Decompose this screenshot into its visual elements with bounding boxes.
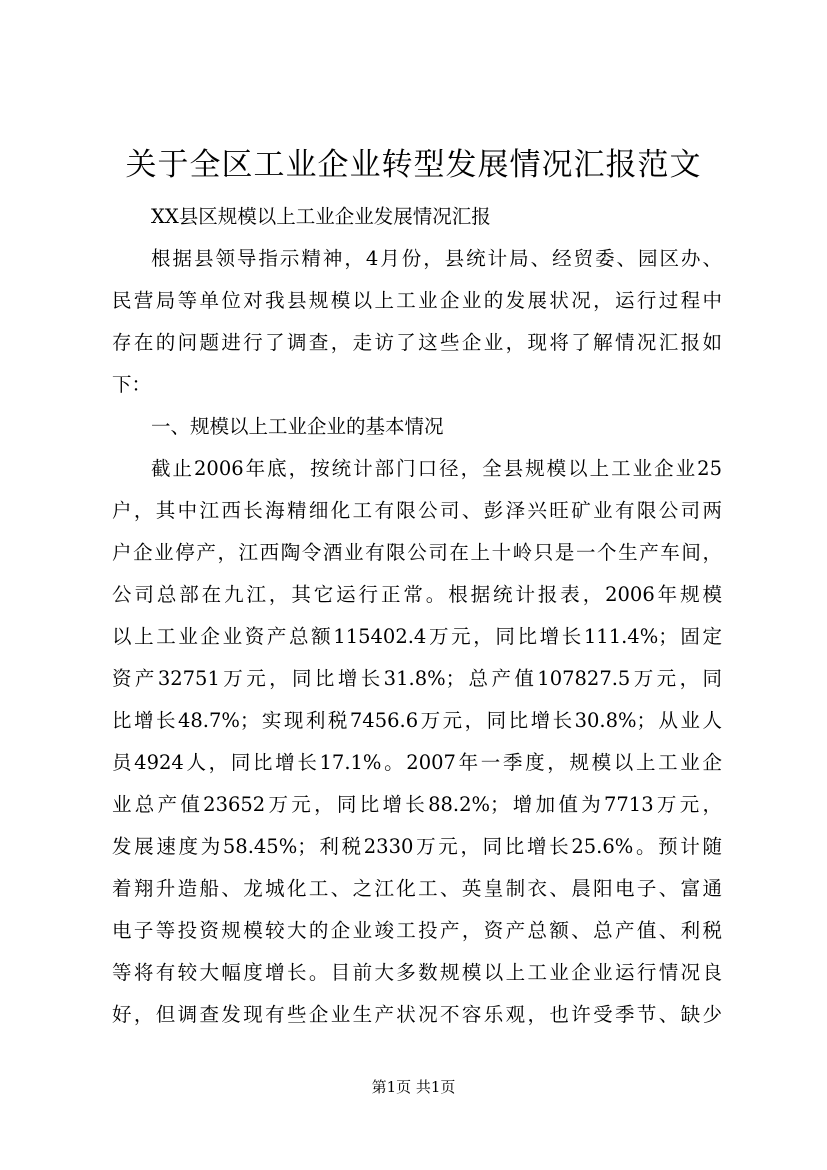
- body-line: 业总产值23652万元，同比增长88.2%；增加值为7713万元，: [112, 793, 722, 816]
- body-line: 比增长48.7%；实现利税7456.6万元，同比增长30.8%；从业人: [112, 709, 722, 732]
- body-line: 着翔升造船、龙城化工、之江化工、英皇制衣、晨阳电子、富通: [112, 877, 722, 900]
- body-line: 员4924人，同比增长17.1%。2007年一季度，规模以上工业企: [112, 751, 722, 774]
- section-heading: 一、规模以上工业企业的基本情况: [151, 415, 444, 438]
- body-line: 存在的问题进行了调查，走访了这些企业，现将了解情况汇报如: [112, 331, 722, 354]
- body-line: 等将有较大幅度增长。目前大多数规模以上工业企业运行情况良: [112, 961, 722, 984]
- body-line: 电子等投资规模较大的企业竣工投产，资产总额、总产值、利税: [112, 919, 722, 942]
- body-line: 资产32751万元，同比增长31.8%；总产值107827.5万元，同: [112, 667, 722, 690]
- body-line: 发展速度为58.45%；利税2330万元，同比增长25.6%。预计随: [112, 835, 722, 858]
- body-line: 下：: [112, 373, 152, 396]
- document-title: 关于全区工业企业转型发展情况汇报范文: [125, 147, 702, 183]
- body-line: 根据县领导指示精神，4月份，县统计局、经贸委、园区办、: [151, 247, 722, 270]
- body-line: 户，其中江西长海精细化工有限公司、彭泽兴旺矿业有限公司两: [112, 499, 722, 522]
- body-line: XX县区规模以上工业企业发展情况汇报: [151, 205, 491, 228]
- body-line: 民营局等单位对我县规模以上工业企业的发展状况，运行过程中: [112, 289, 722, 312]
- body-line: 截止2006年底，按统计部门口径，全县规模以上工业企业25: [151, 457, 722, 480]
- page-number-footer: 第1页 共1页: [371, 1078, 456, 1096]
- document-body: [112, 196, 722, 1036]
- body-line: 户企业停产，江西陶令酒业有限公司在上十岭只是一个生产车间，: [112, 541, 722, 564]
- body-line: 好，但调查发现有些企业生产状况不容乐观，也许受季节、缺少: [112, 1003, 722, 1026]
- body-line: 公司总部在九江，其它运行正常。根据统计报表，2006年规模: [112, 583, 722, 606]
- body-line: 以上工业企业资产总额115402.4万元，同比增长111.4%；固定: [112, 625, 722, 648]
